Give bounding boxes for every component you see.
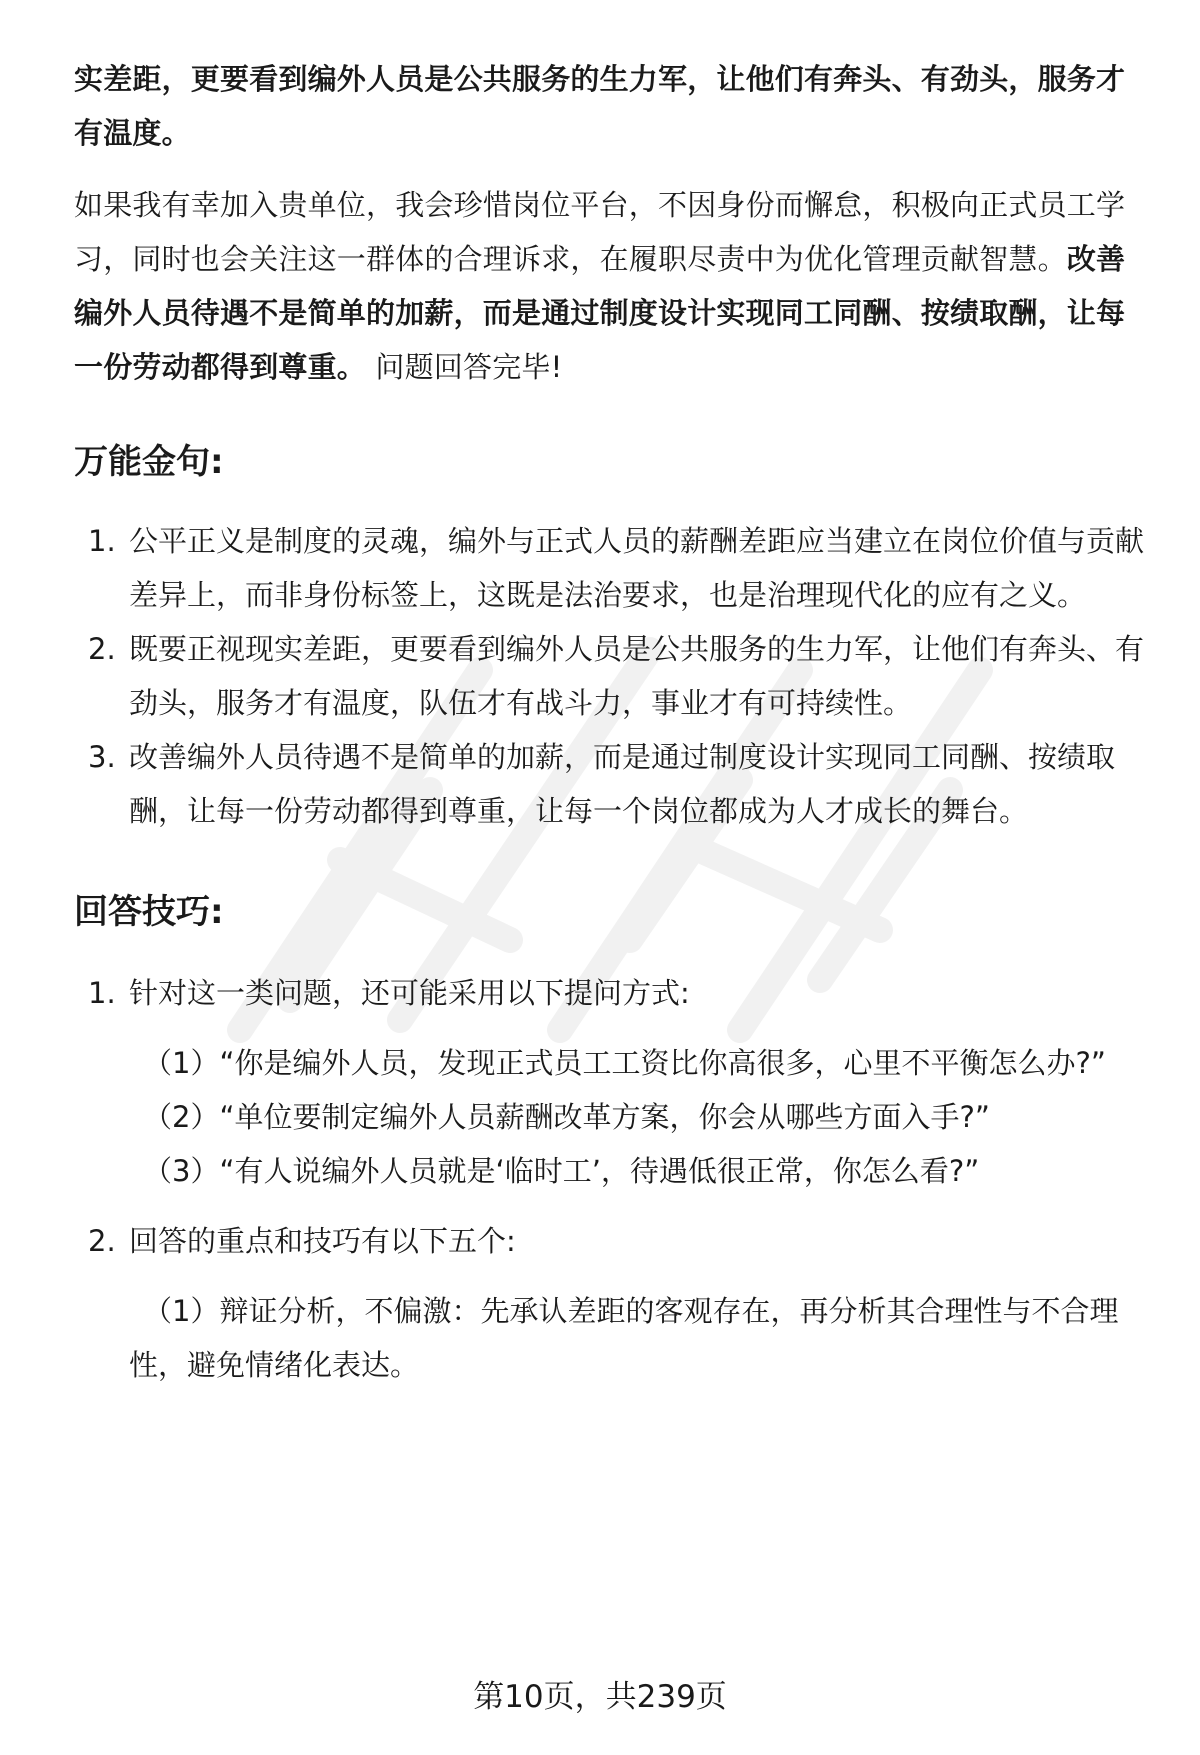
alternate-question: （1）“你是编外人员，发现正式员工工资比你高很多，心里不平衡怎么办?” — [143, 1046, 1106, 1080]
answer-key-points-block — [74, 1284, 1149, 1392]
continued-paragraph-text: 实差距，更要看到编外人员是公共服务的生力军，让他们有奔头、有劲头，服务才有温度。 — [74, 62, 1126, 150]
list-item-number: 1. — [88, 976, 116, 1010]
list-item-text: 回答的重点和技巧有以下五个: — [129, 1224, 516, 1258]
document-body — [74, 52, 1149, 1408]
answer-tips-list — [74, 966, 1149, 1020]
list-item-number: 2. — [88, 1224, 116, 1258]
closing-paragraph-text: 如果我有幸加入贵单位，我会珍惜岗位平台，不因身份而懈怠，积极向正式员工学习，同时也会关注这一群体的合理诉求，在履职尽责中为优化管理贡献智慧。 — [74, 188, 1126, 276]
list-item-number: 3. — [88, 740, 116, 774]
continued-paragraph — [74, 52, 1149, 160]
list-item-number: 2. — [88, 632, 116, 666]
golden-sentences-list — [74, 514, 1149, 838]
list-item — [74, 730, 1149, 838]
alternate-question: （2）“单位要制定编外人员薪酬改革方案，你会从哪些方面入手?” — [143, 1100, 990, 1134]
alternate-question: （3）“有人说编外人员就是‘临时工’，待遇低很正常，你怎么看?” — [143, 1154, 980, 1188]
list-item-text: 既要正视现实差距，更要看到编外人员是公共服务的生力军，让他们有奔头、有劲头，服务才有温度，队伍才有战斗力，事业才有可持续性。 — [129, 632, 1145, 720]
list-item-text: 改善编外人员待遇不是简单的加薪，而是通过制度设计实现同工同酬、按绩取酬，让每一份劳动都得到尊重，让每一个岗位都成为人才成长的舞台。 — [129, 740, 1116, 828]
list-item — [74, 1214, 1149, 1268]
key-point: （1）辩证分析，不偏激：先承认差距的客观存在，再分析其合理性与不合理性，避免情绪化表达。 — [129, 1294, 1119, 1382]
list-item — [74, 966, 1149, 1020]
list-item-text: 公平正义是制度的灵魂，编外与正式人员的薪酬差距应当建立在岗位价值与贡献差异上，而非身份标签上，这既是法治要求，也是治理现代化的应有之义。 — [129, 524, 1145, 612]
list-item — [74, 514, 1149, 622]
list-item — [74, 622, 1149, 730]
answer-closing-paragraph — [74, 178, 1149, 394]
answer-tips-list-continued — [74, 1214, 1149, 1268]
alternate-questions-block — [74, 1036, 1149, 1198]
golden-sentences-heading: 万能金句: — [74, 442, 224, 482]
list-item-number: 1. — [88, 524, 116, 558]
closing-paragraph-tail: 问题回答完毕! — [366, 350, 563, 384]
answer-tips-heading: 回答技巧: — [74, 892, 224, 932]
closing-paragraph-emphasis: 改善编外人员待遇不是简单的加薪，而是通过制度设计实现同工同酬、按绩取酬，让每一份劳动都得到尊重。 — [74, 242, 1126, 384]
list-item-text: 针对这一类问题，还可能采用以下提问方式: — [129, 976, 690, 1010]
page-footer: 第10页，共239页 — [473, 1679, 727, 1715]
